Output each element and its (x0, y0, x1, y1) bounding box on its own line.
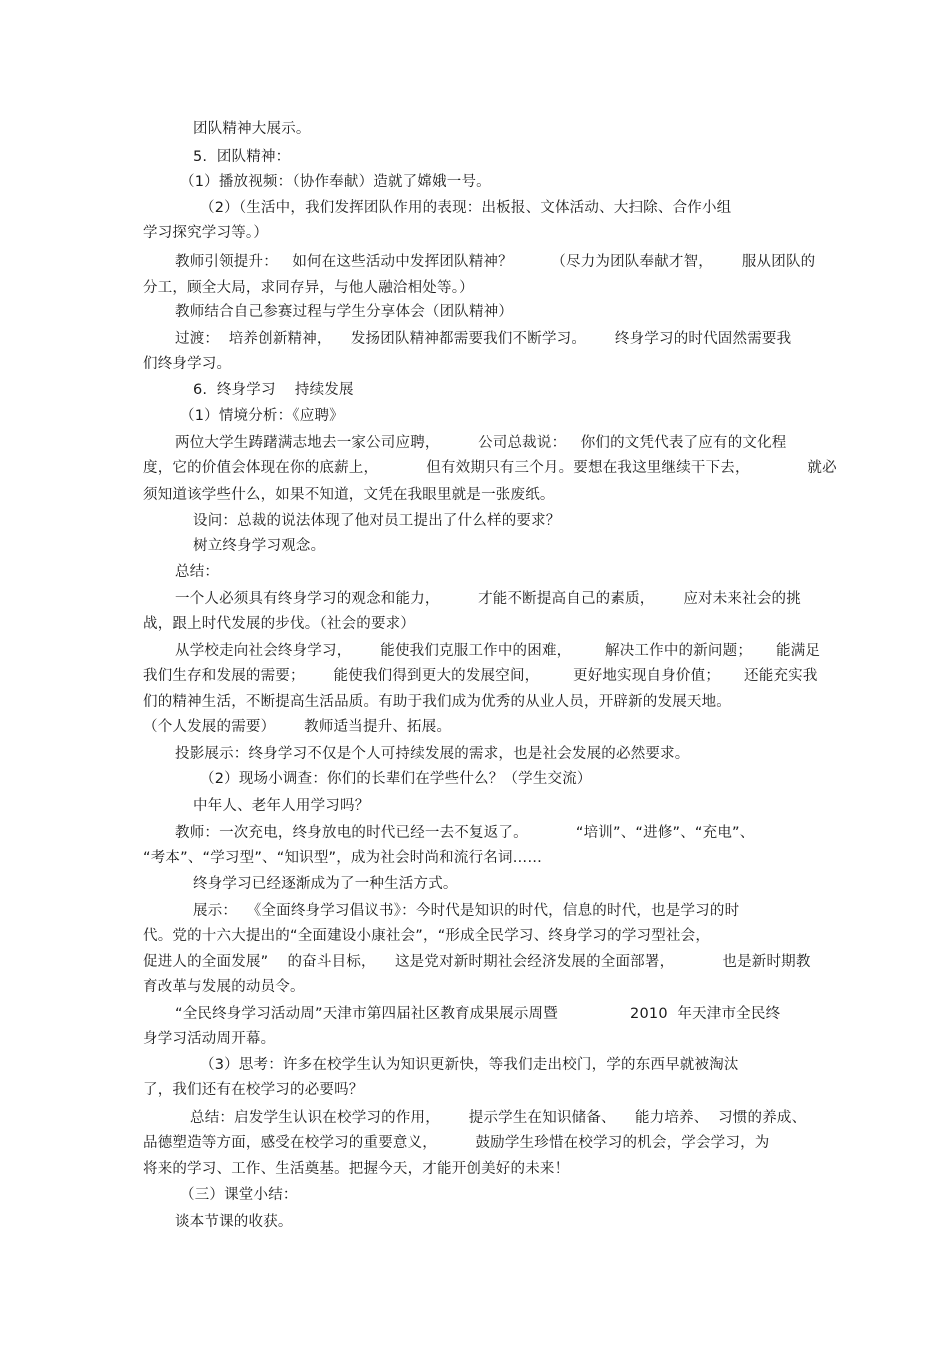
paragraph-line: 品德塑造等方面，感受在校学习的重要意义， 鼓励学生珍惜在校学习的机会，学会学习，为 (143, 1135, 770, 1151)
paragraph-line: 了，我们还有在校学习的必要吗？ (143, 1082, 364, 1098)
paragraph-line: 教师引领提升： 如何在这些活动中发挥团队精神？ （尽力为团队奉献才智， 服从团队的 (175, 254, 816, 270)
paragraph-line: “考本”、“学习型”、“知识型”，成为社会时尚和流行名词…… (143, 850, 543, 866)
paragraph-line: 两位大学生踌躇满志地去一家公司应聘， 公司总裁说： 你们的文凭代表了应有的文化程 (175, 435, 787, 451)
paragraph-line: 谈本节课的收获。 (175, 1214, 293, 1230)
paragraph-line: 展示： 《全面终身学习倡议书》：今时代是知识的时代，信息的时代，也是学习的时 (193, 903, 740, 919)
paragraph-line: 们终身学习。 (143, 356, 232, 372)
section-heading: 6. 终身学习 持续发展 (193, 382, 354, 398)
paragraph-line: 代。党的十六大提出的“全面建设小康社会”，“形成全民学习、终身学习的学习型社会， (143, 928, 711, 944)
paragraph-line: 学习探究学习等。） (143, 225, 269, 241)
paragraph-line: 设问：总裁的说法体现了他对员工提出了什么样的要求？ (193, 513, 561, 529)
paragraph-line: （2）现场小调查：你们的长辈们在学些什么？（学生交流） (200, 771, 592, 787)
paragraph-line: 过渡： 培养创新精神， 发扬团队精神都需要我们不断学习。 终身学习的时代固然需要我 (175, 331, 792, 347)
section-heading: （三）课堂小结： (180, 1187, 298, 1203)
paragraph-line: 度，它的价值会体现在你的底薪上， 但有效期只有三个月。要想在我这里继续干下去， 就必 (143, 460, 837, 476)
paragraph-line: （3）思考：许多在校学生认为知识更新快，等我们走出校门，学的东西早就被淘汰 (200, 1057, 739, 1073)
paragraph-line: 须知道该学些什么，如果不知道，文凭在我眼里就是一张废纸。 (143, 487, 555, 503)
paragraph-line: 分工，顾全大局，求同存异，与他人融洽相处等。） (143, 280, 474, 296)
paragraph-line: 一个人必须具有终身学习的观念和能力， 才能不断提高自己的素质， 应对未来社会的挑 (175, 591, 801, 607)
paragraph-line: 战，跟上时代发展的步伐。（社会的要求） (143, 616, 416, 632)
paragraph-line: （1）播放视频：（协作奉献）造就了嫦娥一号。 (180, 174, 491, 190)
paragraph-line: 教师结合自己参赛过程与学生分享体会（团队精神） (175, 304, 514, 320)
paragraph-line: 促进人的全面发展” 的奋斗目标， 这是党对新时期社会经济发展的全面部署， 也是新时期教 (143, 954, 811, 970)
paragraph-line: 我们生存和发展的需要； 能使我们得到更大的发展空间， 更好地实现自身价值； 还能充实我 (143, 668, 818, 684)
paragraph-line: 投影展示：终身学习不仅是个人可持续发展的需求，也是社会发展的必然要求。 (175, 746, 690, 762)
section-heading: 5. 团队精神： (193, 149, 291, 165)
paragraph-line: （1）情境分析：《应聘》 (180, 408, 344, 424)
paragraph-line: 团队精神大展示。 (193, 121, 311, 137)
paragraph-line: “全民终身学习活动周”天津市第四届社区教育成果展示周暨 2010 年天津市全民终 (175, 1006, 781, 1022)
paragraph-line: 育改革与发展的动员令。 (143, 979, 305, 995)
paragraph-line: （2）（生活中，我们发挥团队作用的表现：出板报、文体活动、大扫除、合作小组 (200, 200, 732, 216)
paragraph-line: （个人发展的需要） 教师适当提升、拓展。 (143, 719, 452, 735)
paragraph-line: 从学校走向社会终身学习， 能使我们克服工作中的困难， 解决工作中的新问题； 能满足 (175, 643, 821, 659)
paragraph-line: 教师：一次充电，终身放电的时代已经一去不复返了。 “培训”、“进修”、“充电”、 (175, 825, 755, 841)
paragraph-line: 们的精神生活，不断提高生活品质。有助于我们成为优秀的从业人员，开辟新的发展天地。 (143, 694, 731, 710)
paragraph-line: 总结： (175, 564, 220, 580)
paragraph-line: 终身学习已经逐渐成为了一种生活方式。 (193, 876, 458, 892)
paragraph-line: 将来的学习、工作、生活奠基。把握今天，才能开创美好的未来！ (143, 1161, 570, 1177)
paragraph-line: 身学习活动周开幕。 (143, 1031, 276, 1047)
paragraph-line: 中年人、老年人用学习吗？ (193, 798, 370, 814)
paragraph-line: 总结：启发学生认识在校学习的作用， 提示学生在知识储备、 能力培养、 习惯的养成、 (190, 1110, 807, 1126)
paragraph-line: 树立终身学习观念。 (193, 538, 326, 554)
